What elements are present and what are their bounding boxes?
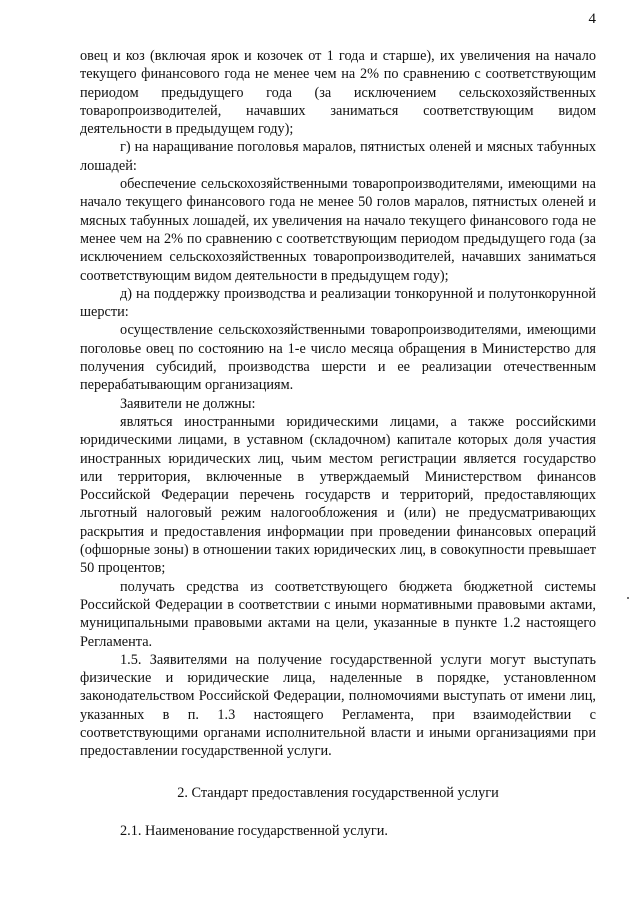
- section-title: 2. Стандарт предоставления государственной услуги: [177, 784, 499, 801]
- page-content: [80, 47, 596, 840]
- paragraph-foreign-entities: являться иностранными юридическими лицами, а также российскими юридическими лицами, в уставном (складочном) капитале которых доля участия иностранных юридических лиц, чьим местом регистрации является государство или территория, включенные в утверждаемый Министерством финансов Российской Федерации перечень государств и территорий, предоставляющих льготный налоговый режим налогообложения и (или) не предусматривающих раскрытия и предоставления информации при проведении финансовых операций (офшорные зоны) в отношении таких юридических лиц, в совокупности превышает 50 процентов;: [80, 413, 596, 577]
- paragraph-item-d: д) на поддержку производства и реализации тонкорунной и полутонкорунной шерсти:: [80, 285, 596, 321]
- page-number: 4: [588, 11, 596, 27]
- paragraph-marals-provision: обеспечение сельскохозяйственными товаропроизводителями, имеющими на начало текущего финансового года не менее 50 голов маралов, пятнистых оленей и мясных табунных лошадей, их увеличения на начало текущего финансового года не менее чем на 2% по сравнению с соответствующим периодом предыдущего года (за исключением сельскохозяйственных товаропроизводителей, начавших заниматься соответствующим видом деятельности в предыдущем году);: [80, 176, 596, 284]
- subsection-title: 2.1. Наименование государственной услуги.: [120, 822, 388, 839]
- paragraph-sheep-goats: овец и коз (включая ярок и козочек от 1 года и старше), их увеличения на начало текущего финансового года не менее чем на 2% по сравнению с соответствующим периодом предыдущего года (за исключением сельскохозяйственных товаропроизводителей, начавших заниматься соответствующим видом деятельности в предыдущем году);: [80, 48, 596, 138]
- margin-mark: [627, 597, 629, 599]
- paragraph-wool-production: осуществление сельскохозяйственными товаропроизводителями, имеющими поголовье овец по состоянию на 1-е число месяца обращения в Министерство для получения субсидий, производства шерсти и ее реализации отечественным перерабатывающим организациям.: [80, 322, 596, 394]
- paragraph-item-g: г) на наращивание поголовья маралов, пятнистых оленей и мясных табунных лошадей:: [80, 139, 596, 174]
- paragraph-applicants-must-not: Заявители не должны:: [120, 395, 256, 412]
- paragraph-1-5-applicants: 1.5. Заявителями на получение государственной услуги могут выступать физические и юридические лица, наделенные в порядке, установленном законодательством Российской Федерации, полномочиями выступать от имени лиц, указанных в п. 1.3 настоящего Регламента, при взаимодействии с соответствующими органами исполнительной власти и иными организациями при предоставлении государственной услуги.: [80, 651, 596, 760]
- paragraph-budget-funds: получать средства из соответствующего бюджета бюджетной системы Российской Федерации в соответствии с иными нормативными правовыми актами, муниципальными правовыми актами на цели, указанные в пункте 1.2 настоящего Регламента.: [80, 578, 596, 650]
